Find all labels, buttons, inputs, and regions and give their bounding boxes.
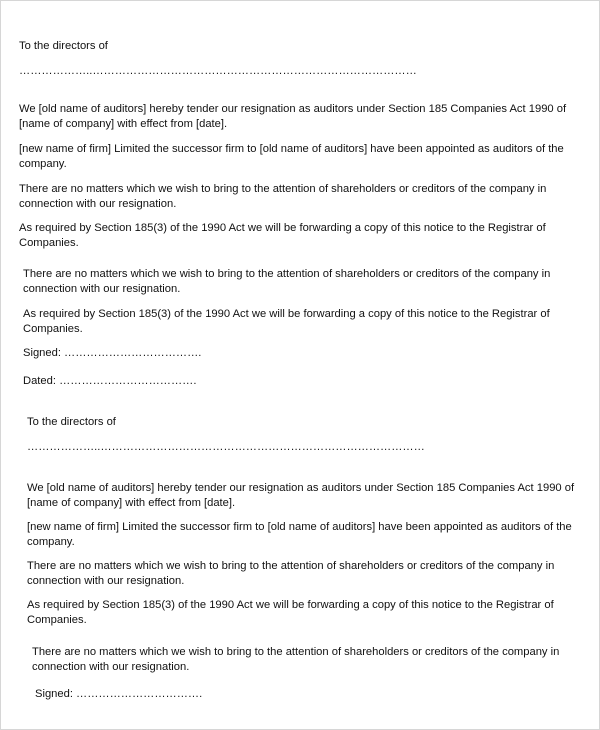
- no-matters-paragraph: There are no matters which we wish to bring to the attention of shareholders or creditors of the company in connection with our resignation.: [23, 268, 551, 295]
- address-dotted-line: ………………..……………………………………………………………………………: [27, 441, 425, 453]
- signed-line: Signed: …………………………….: [35, 688, 203, 700]
- registrar-paragraph: As required by Section 185(3) of the 1990 Act we will be forwarding a copy of this notice to the Registrar of Companies.: [19, 222, 546, 249]
- resignation-paragraph: We [old name of auditors] hereby tender our resignation as auditors under Section 185 Companies Act 1990 of [name of company] with effect from [date].: [19, 103, 567, 130]
- registrar-paragraph: As required by Section 185(3) of the 1990 Act we will be forwarding a copy of this notice to the Registrar of Companies.: [23, 308, 550, 335]
- dated-line: Dated: ……………………………….: [23, 375, 197, 387]
- signed-line: Signed: ……………………………….: [23, 347, 202, 359]
- salutation: To the directors of: [27, 416, 116, 428]
- registrar-paragraph: As required by Section 185(3) of the 1990 Act we will be forwarding a copy of this notice to the Registrar of Companies.: [27, 599, 554, 626]
- resignation-paragraph: We [old name of auditors] hereby tender our resignation as auditors under Section 185 Companies Act 1990 of [name of company] with effect from [date].: [27, 482, 575, 509]
- no-matters-paragraph: There are no matters which we wish to bring to the attention of shareholders or creditors of the company in connection with our resignation.: [19, 183, 547, 210]
- address-dotted-line: ………………..……………………………………………………………………………: [19, 65, 417, 77]
- salutation: To the directors of: [19, 40, 108, 52]
- successor-paragraph: [new name of firm] Limited the successor firm to [old name of auditors] have been appointed as auditors of the company.: [27, 521, 572, 548]
- no-matters-paragraph: There are no matters which we wish to bring to the attention of shareholders or creditors of the company in connection with our resignation.: [27, 560, 555, 587]
- successor-paragraph: [new name of firm] Limited the successor firm to [old name of auditors] have been appointed as auditors of the company.: [19, 143, 564, 170]
- no-matters-paragraph: There are no matters which we wish to bring to the attention of shareholders or creditors of the company in connection with our resignation.: [32, 646, 560, 673]
